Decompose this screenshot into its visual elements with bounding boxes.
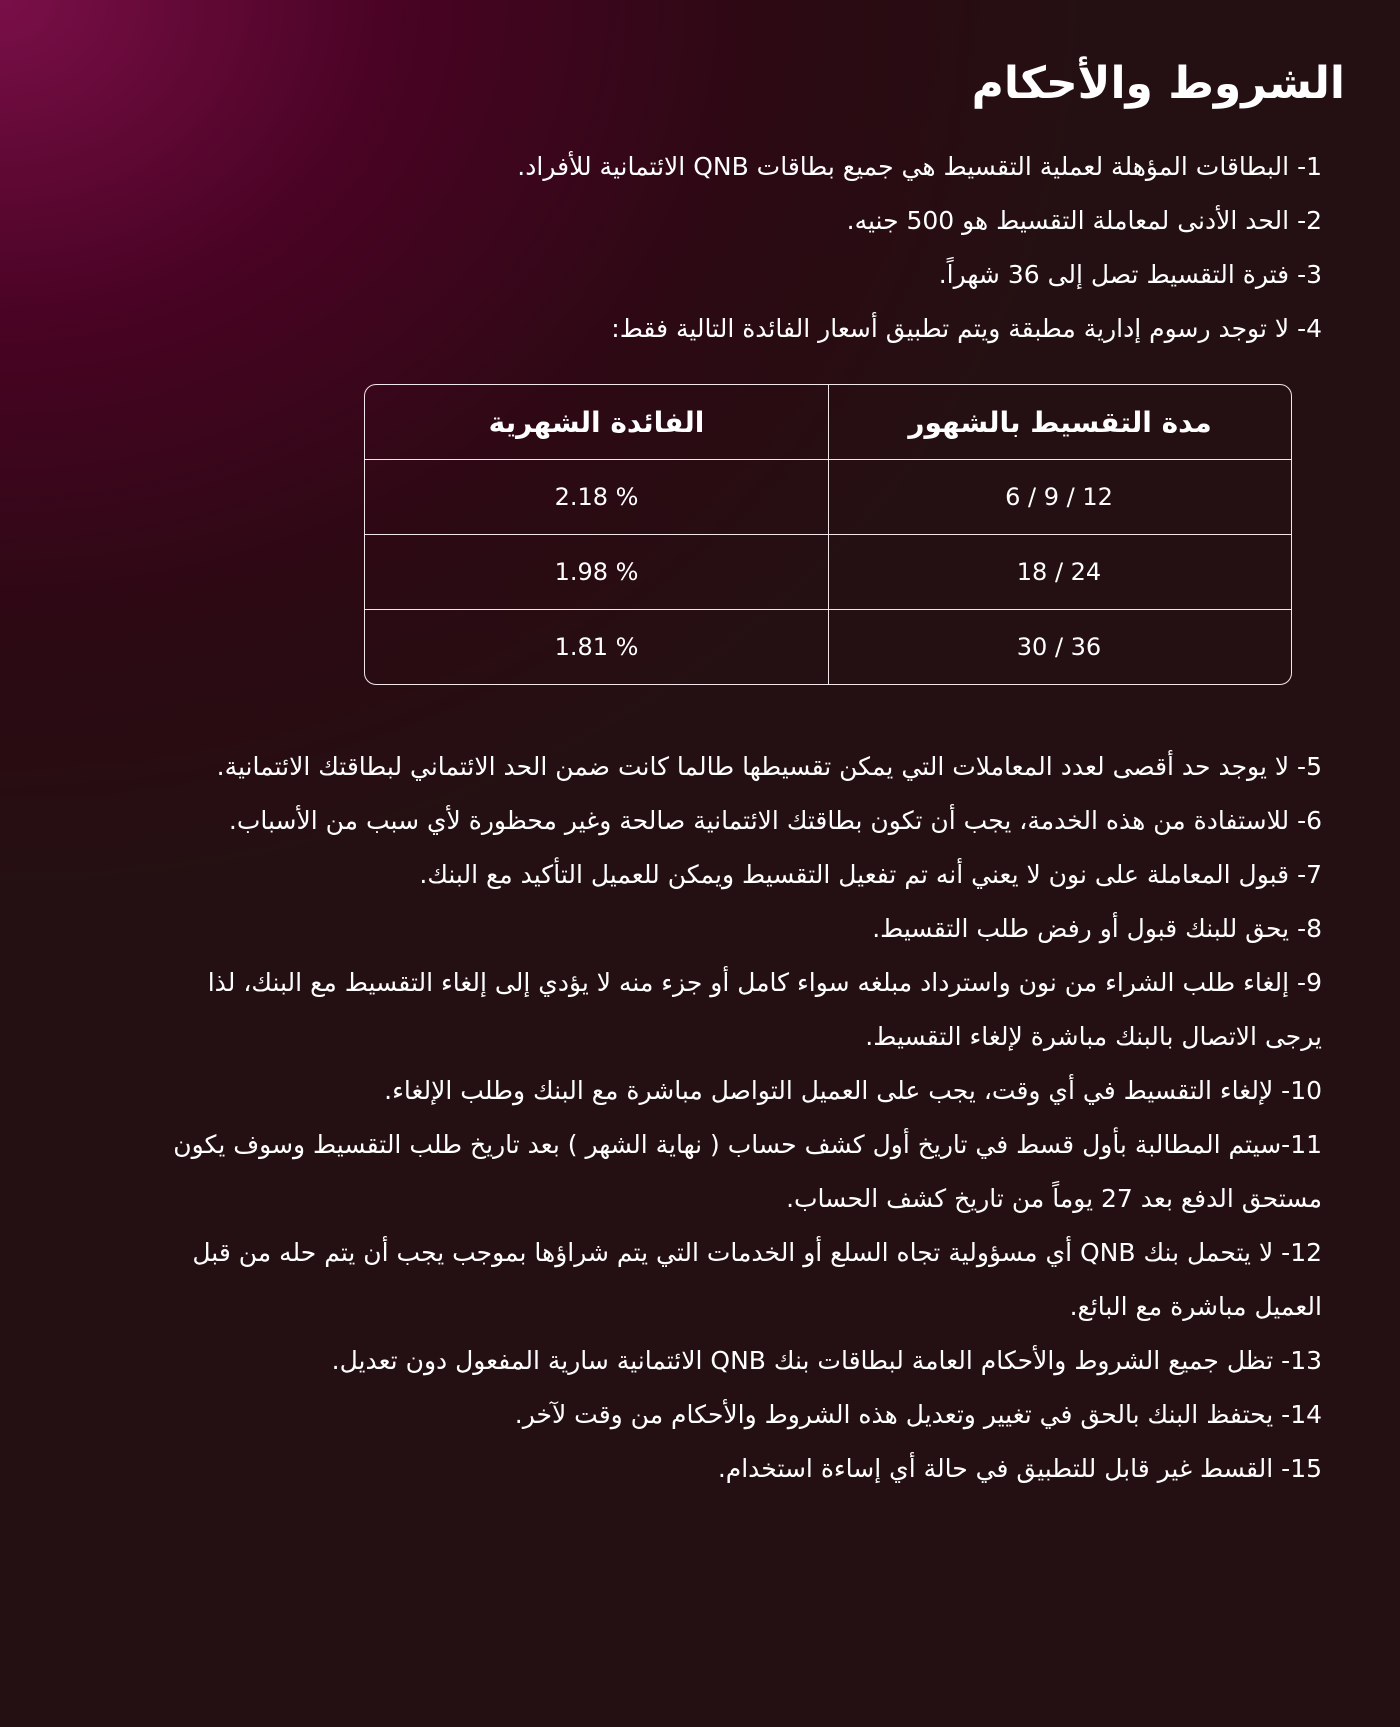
period-cell: 30 / 36 [828, 610, 1291, 684]
table-row [365, 460, 1291, 535]
term-item-7: 7- قبول المعاملة على نون لا يعني أنه تم تفعيل التقسيط ويمكن للعميل التأكيد مع البنك. [419, 860, 1322, 889]
term-item-10: 10- لإلغاء التقسيط في أي وقت، يجب على العميل التواصل مباشرة مع البنك وطلب الإلغاء. [384, 1076, 1322, 1105]
period-cell: 6 / 9 / 12 [828, 460, 1291, 535]
table-header-row [365, 385, 1291, 460]
table-row [365, 535, 1291, 610]
term-item-12: 12- لا يتحمل بنك QNB أي مسؤولية تجاه السلع أو الخدمات التي يتم شراؤها بموجب يجب أن يتم حله من قبل العميل مباشرة مع البائع. [192, 1238, 1322, 1321]
header-installment-period: مدة التقسيط بالشهور [828, 385, 1291, 460]
term-item-8: 8- يحق للبنك قبول أو رفض طلب التقسيط. [872, 914, 1322, 943]
term-item-15: 15- القسط غير قابل للتطبيق في حالة أي إساءة استخدام. [717, 1454, 1322, 1483]
term-item-13: 13- تظل جميع الشروط والأحكام العامة لبطاقات بنك QNB الائتمانية سارية المفعول دون تعديل. [331, 1346, 1322, 1375]
page-title: الشروط والأحكام [971, 58, 1345, 109]
term-item-1: 1- البطاقات المؤهلة لعملية التقسيط هي جميع بطاقات QNB الائتمانية للأفراد. [517, 152, 1322, 181]
term-item-3: 3- فترة التقسيط تصل إلى 36 شهراً. [938, 260, 1322, 289]
term-item-6: 6- للاستفادة من هذه الخدمة، يجب أن تكون بطاقتك الائتمانية صالحة وغير محظورة لأي سبب من الأسباب. [228, 806, 1322, 835]
rate-cell: 1.81 % [554, 633, 639, 661]
table-row [365, 610, 1291, 684]
period-cell: 18 / 24 [828, 535, 1291, 610]
term-item-9: 9- إلغاء طلب الشراء من نون واسترداد مبلغه سواء كامل أو جزء منه لا يؤدي إلى إلغاء التقسيط مع البنك، لذا يرجى الاتصال بالبنك مباشرة لإلغاء التقسيط. [207, 968, 1322, 1051]
term-item-11: 11-سيتم المطالبة بأول قسط في تاريخ أول كشف حساب ( نهاية الشهر ) بعد تاريخ طلب التقسيط وسوف يكون مستحق الدفع بعد 27 يوماً من تاريخ كشف الحساب. [173, 1130, 1322, 1213]
term-item-2: 2- الحد الأدنى لمعاملة التقسيط هو 500 جنيه. [846, 206, 1322, 235]
rate-cell: 1.98 % [365, 535, 828, 610]
term-item-4: 4- لا توجد رسوم إدارية مطبقة ويتم تطبيق أسعار الفائدة التالية فقط: [611, 314, 1322, 343]
terms-list-before-table [150, 140, 1322, 356]
rate-cell: 2.18 % [365, 460, 828, 535]
term-item-14: 14- يحتفظ البنك بالحق في تغيير وتعديل هذه الشروط والأحكام من وقت لآخر. [514, 1400, 1322, 1429]
interest-rates-table [364, 384, 1292, 685]
term-item-5: 5- لا يوجد حد أقصى لعدد المعاملات التي يمكن تقسيطها طالما كانت ضمن الحد الائتماني لبطاقتك الائتمانية. [216, 752, 1322, 781]
terms-list-after-table [150, 740, 1322, 1496]
header-monthly-interest: الفائدة الشهرية [365, 385, 828, 460]
